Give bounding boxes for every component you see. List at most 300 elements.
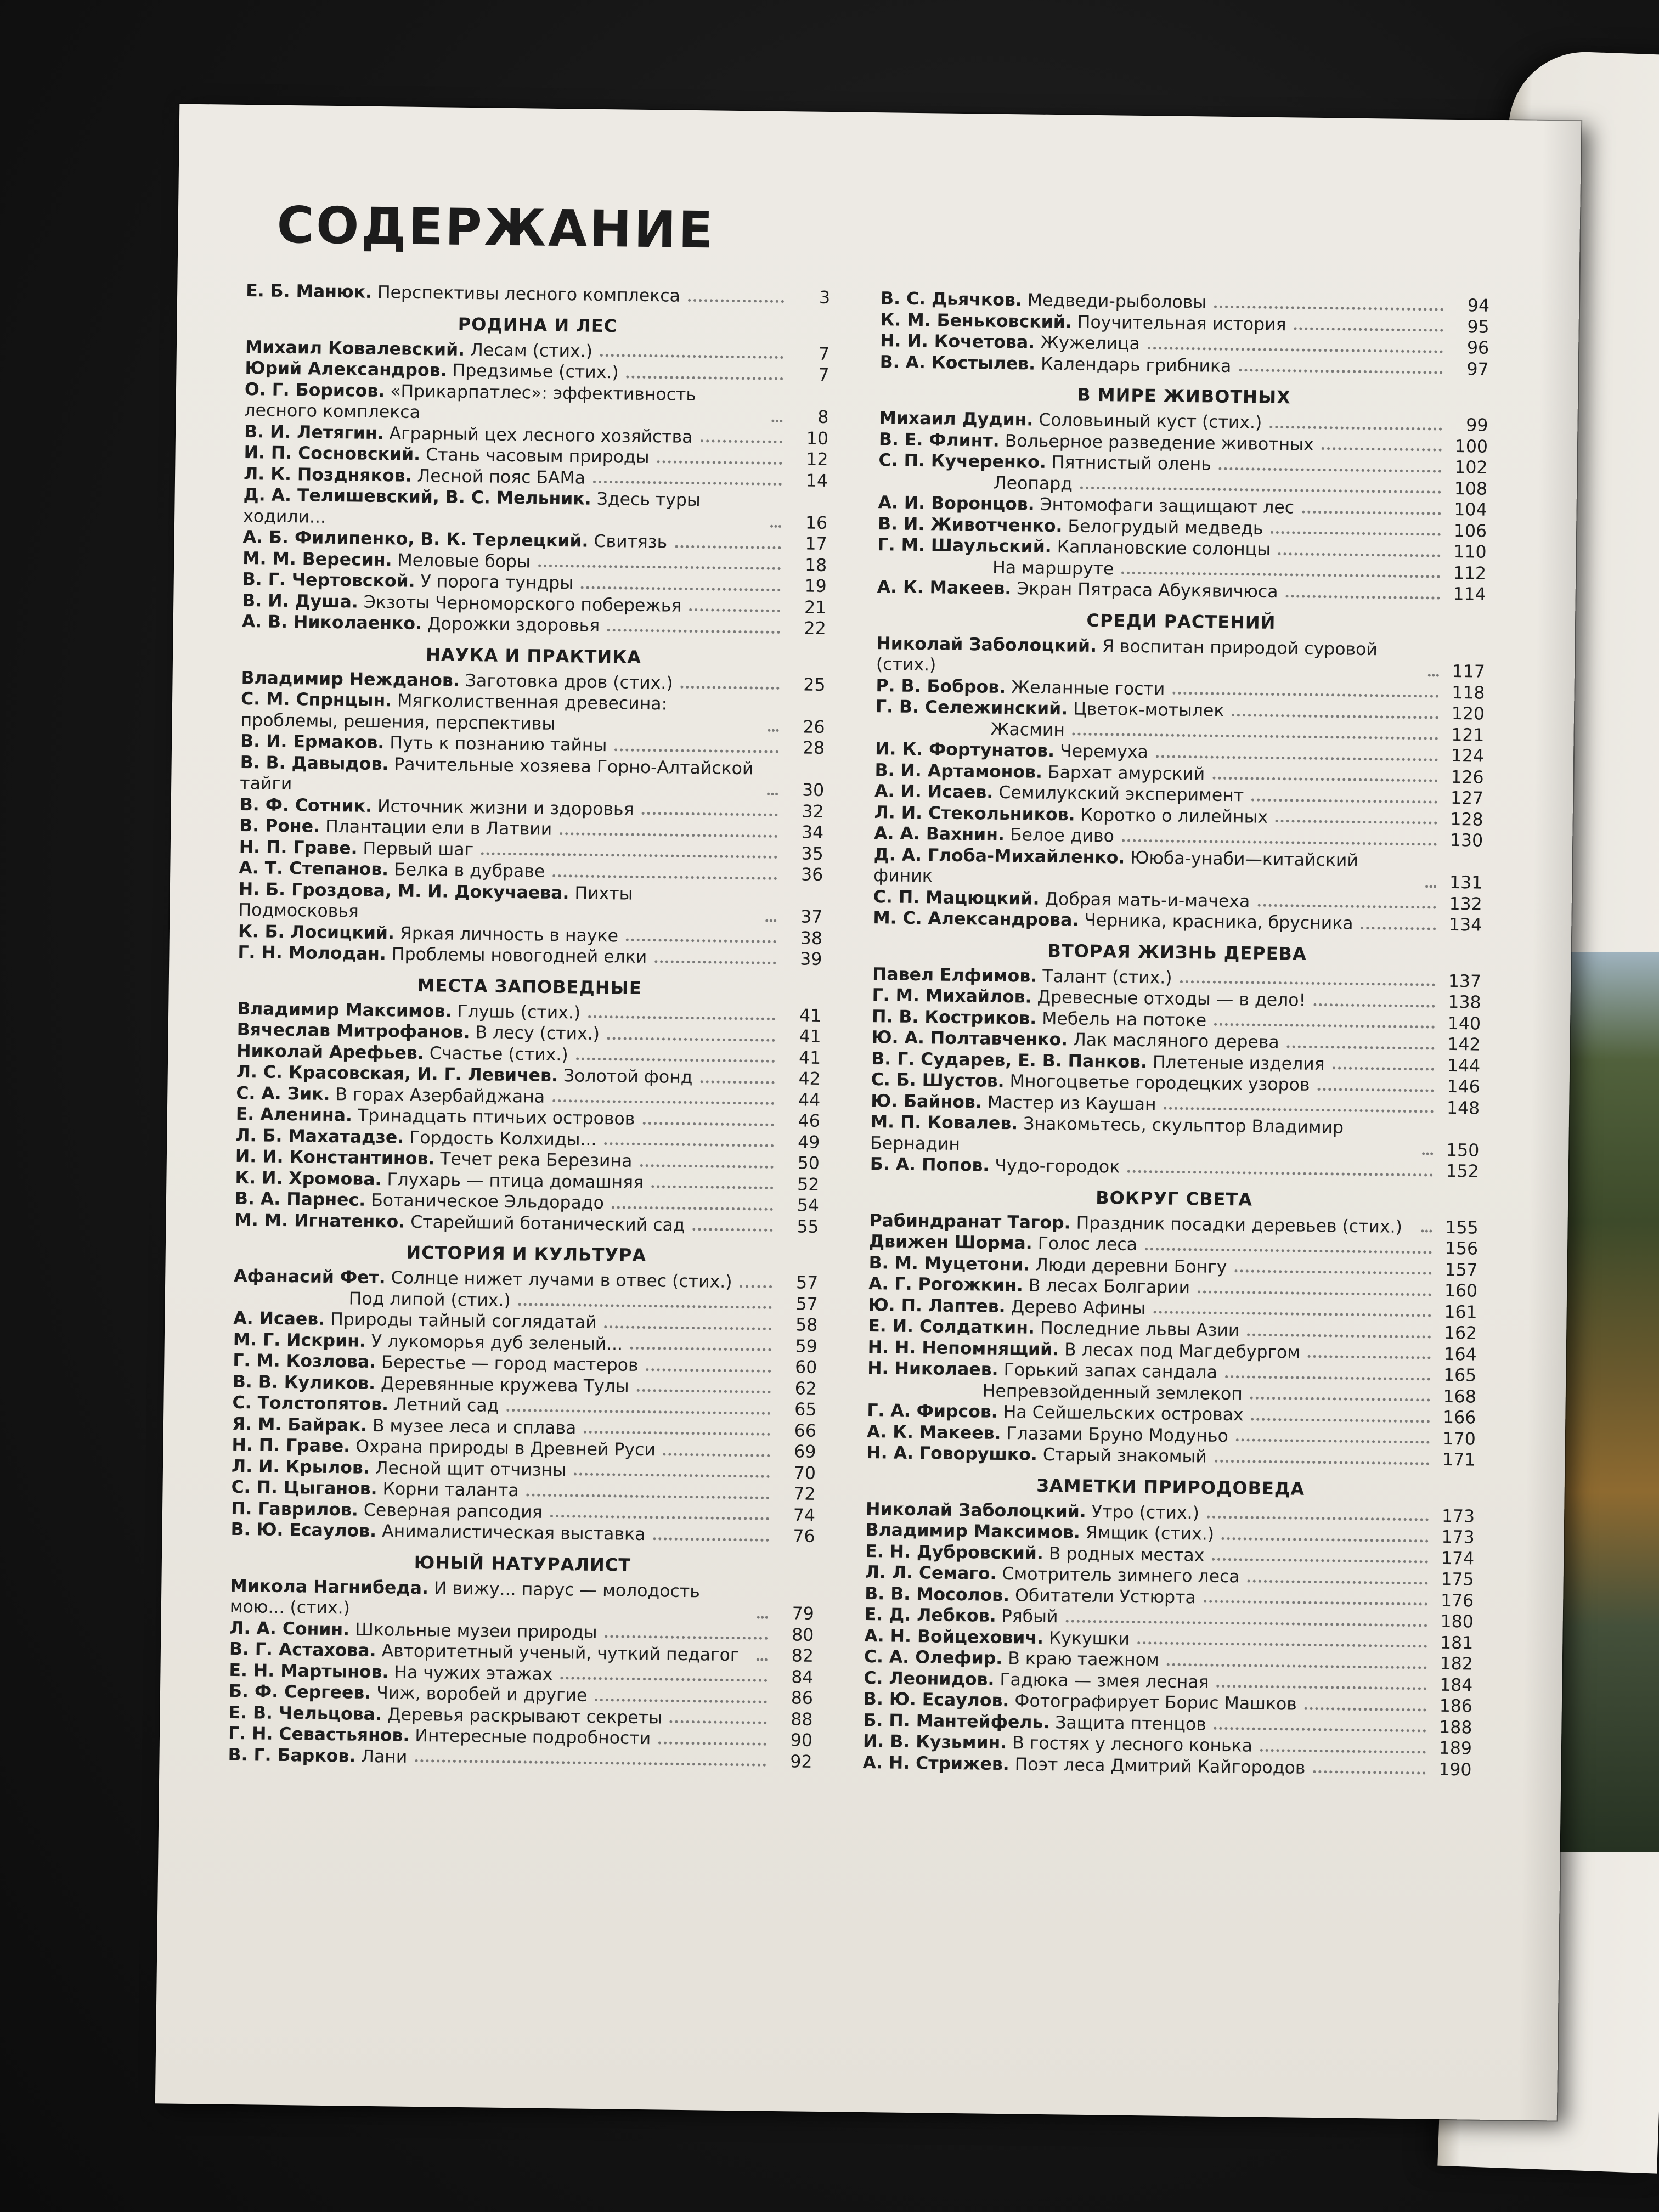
toc-author: С. А. Олефир. [864, 1646, 1003, 1669]
dot-leader [1219, 466, 1442, 472]
dot-leader [627, 375, 783, 380]
dot-leader [1073, 732, 1438, 740]
toc-entry-text [232, 1392, 499, 1417]
toc-title: Источник жизни и здоровья [377, 796, 634, 820]
toc-title: Смотритель зимнего леса [1002, 1564, 1240, 1587]
toc-column-right [862, 288, 1489, 1780]
toc-page-number: 86 [791, 1688, 814, 1708]
toc-title: Бархат амурский [1047, 762, 1205, 784]
toc-author: Н. И. Кочетова. [879, 331, 1035, 353]
dot-leader [654, 960, 776, 964]
toc-author: Д. А. Глоба-Михайленко. [873, 844, 1125, 868]
dot-leader [663, 1452, 770, 1457]
dot-leader [1145, 1247, 1432, 1254]
toc-title: Берестье — город мастеров [381, 1352, 639, 1375]
toc-page-number: 54 [797, 1195, 820, 1216]
toc-page-number: 142 [1447, 1034, 1481, 1055]
toc-author: Б. Ф. Сергеев. [228, 1681, 371, 1703]
toc-title: Черника, красника, брусника [1084, 910, 1353, 934]
dot-leader [641, 811, 777, 816]
toc-author: О. Г. Борисов. [244, 379, 385, 401]
toc-author: Н. Николаев. [867, 1358, 998, 1380]
toc-page-number: 174 [1441, 1548, 1475, 1569]
toc-page-number: 18 [804, 555, 827, 575]
dot-leader [415, 1759, 766, 1767]
toc-title: Меловые боры [397, 550, 531, 572]
toc-title: На чужих этажах [394, 1662, 553, 1684]
toc-page-number: 171 [1442, 1449, 1476, 1470]
toc-author: С. Толстопятов. [232, 1392, 389, 1415]
toc-author: Б. П. Мантейфель. [863, 1710, 1050, 1733]
dot-leader [651, 1184, 773, 1189]
toc-page-number: 117 [1452, 661, 1486, 682]
toc-title: Пятнистый олень [1051, 452, 1212, 475]
toc-title: В музее леса и сплава [372, 1415, 577, 1438]
toc-title: Интересные подробности [415, 1725, 651, 1749]
toc-title: Глухарь — птица домашняя [387, 1169, 644, 1193]
toc-title: Заготовка дров (стих.) [465, 670, 673, 693]
dot-leader [767, 792, 778, 795]
toc-entry-text [239, 857, 545, 882]
toc-title: На маршруте [992, 557, 1114, 579]
toc-page-number: 148 [1446, 1098, 1480, 1119]
toc-author: В. А. Костылев. [879, 352, 1036, 374]
dot-leader [581, 585, 781, 591]
toc-title: Лак масляного дерева [1073, 1030, 1279, 1053]
toc-title: Экзоты Черноморского побережья [363, 592, 682, 616]
page-title: СОДЕРЖАНИЕ [276, 195, 715, 260]
toc-title: Аграрный цех лесного хозяйства [389, 423, 693, 447]
toc-page-number: 180 [1440, 1611, 1474, 1632]
toc-page-number: 42 [798, 1069, 821, 1089]
toc-author: А. Н. Стрижев. [862, 1752, 1009, 1774]
toc-page-number: 130 [1449, 830, 1483, 851]
toc-title: Предзимье (стих.) [452, 360, 619, 383]
toc-title: Глушь (стих.) [457, 1001, 581, 1023]
toc-page-number: 161 [1444, 1302, 1477, 1323]
toc-page-number: 110 [1453, 541, 1487, 562]
dot-leader [605, 1634, 768, 1640]
toc-entry-text [866, 1442, 1207, 1468]
toc-title: Счастье (стих.) [429, 1043, 568, 1065]
dot-leader [607, 628, 780, 634]
toc-title: Корни таланта [382, 1479, 519, 1501]
dot-leader [1278, 552, 1441, 557]
toc-page-number: 28 [802, 738, 825, 758]
toc-author: И. В. Кузьмин. [862, 1731, 1007, 1753]
toc-title: Календарь грибника [1040, 354, 1232, 376]
toc-author: П. В. Костриков. [871, 1006, 1037, 1029]
toc-page-number: 57 [795, 1294, 818, 1314]
section-heading: ЮНЫЙ НАТУРАЛИСТ [414, 1551, 631, 1576]
toc-page-number: 118 [1452, 682, 1485, 703]
toc-title: «Прикарпатлес»: эффективность лесного комплекса [244, 381, 697, 422]
toc-title: Под липой (стих.) [348, 1288, 511, 1311]
toc-entry-text [244, 379, 764, 428]
toc-page-number: 59 [795, 1336, 817, 1357]
toc-title: Северная рапсодия [363, 1500, 543, 1522]
toc-page-number: 50 [797, 1153, 820, 1173]
dot-leader [1212, 1558, 1428, 1564]
toc-entry-text [875, 718, 1065, 741]
dot-leader [1361, 926, 1436, 930]
toc-author: М. М. Игнатенко. [234, 1210, 405, 1232]
toc-title: Обитатели Устюрта [1014, 1585, 1197, 1607]
toc-entry-text [238, 878, 758, 927]
dot-leader [481, 851, 777, 859]
toc-title: Белка в дубраве [393, 860, 545, 882]
toc-title: Праздник посадки деревьев (стих.) [1076, 1213, 1403, 1237]
dot-leader [518, 1302, 772, 1309]
toc-title: Добрая мать-и-мачеха [1045, 889, 1250, 911]
toc-page-number: 189 [1438, 1738, 1472, 1759]
toc-author: К. М. Беньковский. [880, 309, 1072, 332]
toc-entry-text [246, 280, 680, 307]
toc-author: Е. Н. Мартынов. [229, 1660, 389, 1682]
toc-title: Глазами Бруно Модуньо [1006, 1423, 1229, 1446]
toc-title: Дерево Афины [1011, 1296, 1146, 1318]
toc-entry-text [876, 633, 1421, 682]
section-heading: ЗАМЕТКИ ПРИРОДОВЕДА [1036, 1475, 1305, 1499]
toc-author: Р. В. Бобров. [876, 675, 1006, 697]
toc-author: М. П. Ковалев. [870, 1112, 1018, 1134]
toc-title: Старый знакомый [1042, 1444, 1207, 1467]
toc-author: А. А. Вахнин. [873, 823, 1005, 845]
toc-author: В. В. Куликов. [232, 1372, 376, 1393]
toc-title: Чудо-городок [995, 1155, 1120, 1177]
toc-page-number: 34 [801, 822, 824, 843]
toc-author: Николай Арефьев. [236, 1041, 425, 1063]
toc-page-number: 74 [793, 1505, 816, 1526]
toc-entry-text [878, 471, 1073, 495]
toc-title: Первый шаг [363, 838, 474, 860]
dot-leader [1236, 1438, 1430, 1443]
toc-page-number: 58 [795, 1315, 818, 1335]
toc-author: К. Б. Лосицкий. [238, 921, 395, 943]
dot-leader [607, 1036, 775, 1042]
toc-page-number: 76 [793, 1526, 815, 1547]
dot-leader [593, 480, 782, 486]
toc-title: В краю таежном [1008, 1649, 1160, 1671]
toc-title: Поучительная история [1077, 312, 1286, 335]
dot-leader [1285, 594, 1440, 599]
toc-page-number: 99 [1466, 415, 1488, 436]
toc-page-number: 100 [1454, 436, 1488, 457]
toc-author: М. С. Александрова. [873, 908, 1079, 930]
toc-page-number: 37 [800, 907, 823, 927]
toc-author: В. Г. Чертовской. [242, 569, 415, 591]
toc-author: А. В. Николаенко. [241, 611, 422, 634]
dot-leader [1225, 1374, 1430, 1380]
dot-leader [560, 832, 777, 838]
toc-author: В. М. Муцетони. [868, 1252, 1030, 1275]
toc-author: В. И. Ермаков. [240, 731, 385, 753]
toc-entry-text [872, 964, 1172, 989]
toc-page-number: 95 [1467, 317, 1489, 337]
toc-page-number: 104 [1454, 499, 1487, 520]
toc-author: С. Леонидов. [864, 1668, 995, 1690]
toc-entry-text [240, 752, 760, 800]
dot-leader [1080, 486, 1441, 494]
toc-author: М. Г. Искрин. [233, 1329, 366, 1351]
toc-page-number: 126 [1451, 767, 1484, 788]
toc-page-number: 146 [1447, 1076, 1480, 1097]
toc-author: Г. Н. Молодан. [238, 942, 387, 964]
toc-title: Каплановские солонцы [1057, 537, 1271, 560]
dot-leader [1422, 1152, 1433, 1155]
dot-leader [658, 1741, 766, 1745]
toc-entry [238, 878, 823, 928]
toc-author: Л. И. Стекольников. [874, 802, 1075, 825]
toc-page-number: 25 [803, 675, 826, 695]
dot-leader [1317, 1087, 1434, 1092]
toc-page-number: 157 [1444, 1260, 1478, 1280]
toc-title: Золотой фонд [563, 1066, 693, 1088]
toc-author: В. Ф. Сотник. [239, 794, 373, 816]
dot-leader [688, 298, 784, 302]
toc-author: А. Г. Рогожкин. [868, 1274, 1024, 1296]
dot-leader [1214, 1726, 1426, 1733]
toc-page-number: 72 [793, 1484, 816, 1504]
toc-title: Течет река Березина [440, 1149, 633, 1171]
toc-page-number: 41 [799, 1026, 821, 1047]
toc-page-number: 181 [1440, 1633, 1474, 1654]
toc-author: Г. В. Сележинский. [875, 697, 1068, 719]
toc-page-number: 176 [1440, 1590, 1474, 1611]
toc-author: Н. П. Граве. [239, 837, 358, 859]
dot-leader [584, 1430, 770, 1436]
toc-page-number: 10 [806, 428, 829, 449]
toc-entry-text [875, 738, 1148, 763]
toc-title: Анималистическая выставка [381, 1521, 646, 1545]
toc-title: Знакомьтесь, скульптор Владимир Бернадин [870, 1114, 1344, 1154]
dot-leader [653, 1537, 769, 1542]
toc-author: Б. А. Попов. [870, 1154, 990, 1176]
dot-leader [538, 564, 781, 570]
dot-leader [1127, 1169, 1433, 1176]
toc-title: Лесной пояс БАМа [417, 466, 586, 488]
toc-title: Поэт леса Дмитрий Кайгородов [1014, 1754, 1306, 1778]
toc-author: Н. Н. Непомнящий. [867, 1337, 1059, 1359]
toc-entry-text [242, 611, 600, 636]
dot-leader [1428, 673, 1439, 676]
toc-page-number: 17 [805, 534, 827, 555]
toc-entry-text [239, 836, 474, 860]
toc-page-number: 92 [790, 1751, 812, 1772]
toc-title: Медведи-рыболовы [1027, 290, 1207, 313]
toc-page-number: 79 [792, 1604, 815, 1624]
toc-page-number: 30 [802, 780, 825, 800]
toc-author: Е. Б. Манюк. [245, 281, 373, 302]
section-heading: ВОКРУГ СВЕТА [1096, 1187, 1253, 1210]
toc-entry [870, 1111, 1480, 1161]
toc-author: П. Гаврилов. [230, 1498, 359, 1520]
dot-leader [1180, 980, 1435, 986]
toc-page-number: 49 [798, 1132, 820, 1153]
toc-title: Мебель на потоке [1042, 1008, 1207, 1031]
dot-leader [1251, 798, 1437, 803]
toc-title: Соловьиный куст (стих.) [1039, 410, 1262, 433]
toc-page-number: 82 [791, 1646, 814, 1666]
toc-author: А. Исаев. [233, 1308, 325, 1329]
toc-author: Юрий Александров. [245, 358, 447, 381]
dot-leader [757, 1657, 768, 1661]
toc-author: В. Г. Сударев, Е. В. Панков. [871, 1048, 1148, 1072]
toc-page-number: 88 [791, 1709, 813, 1730]
toc-title: Непревзойденный землекоп [982, 1381, 1243, 1404]
dot-leader [1313, 1770, 1425, 1775]
toc-page-number: 121 [1451, 725, 1485, 746]
toc-title: Ботаническое Эльдорадо [370, 1190, 605, 1214]
toc-entry [244, 379, 829, 428]
toc-author: Д. А. Телишевский, В. С. Мельник. [243, 485, 591, 509]
toc-column-left [228, 280, 830, 1773]
toc-title: В горах Азербайджана [335, 1084, 545, 1107]
toc-entry-text [871, 1091, 1156, 1115]
toc-author: С. Б. Шустов. [871, 1070, 1005, 1092]
dot-leader [1167, 1662, 1427, 1669]
toc-author: Н. А. Говорушко. [866, 1443, 1038, 1465]
toc-page-number: 26 [803, 716, 825, 737]
dot-leader [612, 1205, 773, 1211]
dot-leader [657, 460, 782, 465]
toc-title: Лесной щит отчизны [375, 1458, 567, 1480]
toc-author: Л. С. Красовская, И. Г. Левичев. [236, 1062, 558, 1086]
toc-page-number: 102 [1454, 457, 1488, 478]
toc-title: Желанные гости [1011, 677, 1165, 699]
toc-page-number: 140 [1447, 1013, 1481, 1034]
toc-title: Школьные музеи природы [354, 1620, 597, 1643]
dot-leader [681, 685, 780, 690]
toc-author: В. С. Дьячков. [880, 289, 1023, 311]
dot-leader [1421, 1229, 1432, 1232]
contents-page [155, 104, 1581, 2121]
toc-author: Л. Л. Семаго. [865, 1562, 997, 1584]
toc-author: Ю. П. Лаптев. [868, 1295, 1006, 1317]
dot-leader [527, 1493, 770, 1499]
toc-page-number: 46 [798, 1111, 821, 1131]
dot-leader [740, 1284, 772, 1288]
dot-leader [1294, 326, 1443, 331]
dot-leader [1198, 1290, 1431, 1296]
dot-leader [1250, 1396, 1430, 1402]
toc-author: В. И. Животченко. [877, 514, 1063, 536]
toc-page-number: 97 [1466, 359, 1489, 380]
toc-title: Тринадцать птичьих островов [357, 1105, 635, 1129]
toc-entry-text [870, 1111, 1415, 1160]
dot-leader [600, 353, 783, 359]
toc-author: Я. М. Байрак. [232, 1414, 368, 1436]
dot-leader [1234, 1269, 1431, 1274]
toc-author: В. В. Давыдов. [240, 752, 389, 774]
toc-page-number: 164 [1443, 1344, 1477, 1365]
toc-author: В. Г. Астахова. [229, 1639, 376, 1661]
toc-entry [873, 844, 1483, 894]
dot-leader [1214, 1023, 1435, 1029]
toc-title: Перспективы лесного комплекса [377, 282, 681, 306]
toc-author: В. И. Летягин. [244, 421, 384, 443]
toc-title: Рачительные хозяева Горно-Алтайской тайги [240, 754, 754, 794]
toc-page-number: 127 [1450, 788, 1484, 809]
dot-leader [1247, 1333, 1431, 1338]
dot-leader [630, 1346, 771, 1351]
toc-title: Древесные отходы — в дело! [1037, 987, 1306, 1011]
toc-title: Деревянные кружева Тулы [380, 1373, 629, 1397]
toc-author: М. М. Вересин. [242, 548, 392, 570]
toc-author: В. И. Артамонов. [874, 760, 1043, 782]
toc-page-number: 106 [1453, 521, 1487, 541]
toc-author: С. П. Кучеренко. [878, 450, 1046, 472]
dot-leader [1271, 531, 1441, 536]
toc-page-number: 132 [1449, 894, 1482, 915]
toc-title: У лукоморья дуб зеленый... [371, 1331, 623, 1355]
dot-leader [1257, 904, 1436, 909]
toc-page-number: 155 [1445, 1217, 1479, 1238]
toc-page-number: 108 [1454, 478, 1488, 499]
toc-author: Николай Заболоцкий. [876, 633, 1097, 656]
toc-title: Здесь туры ходили... [242, 489, 701, 527]
toc-author: Афанасий Фет. [234, 1266, 386, 1288]
toc-title: Я воспитан природой суровой (стих.) [876, 636, 1378, 675]
dot-leader [1276, 819, 1437, 825]
toc-page-number: 128 [1450, 809, 1483, 830]
dot-leader [1302, 510, 1441, 515]
section-heading: НАУКА И ПРАКТИКА [425, 644, 642, 668]
toc-entry [246, 280, 830, 309]
toc-author: В. Роне. [239, 815, 320, 837]
toc-title: В лесу (стих.) [475, 1023, 600, 1045]
toc-page-number: 44 [798, 1090, 821, 1110]
toc-page-number: 70 [793, 1463, 816, 1483]
toc-title: Цветок-мотылек [1073, 699, 1224, 721]
dot-leader [1239, 368, 1442, 374]
dot-leader [595, 1697, 767, 1703]
toc-page-number: 35 [801, 843, 823, 864]
toc-page-number: 173 [1441, 1527, 1475, 1548]
toc-entry [243, 484, 828, 534]
toc-page-number: 190 [1438, 1759, 1472, 1780]
toc-title: Ююба-унаби—китайский финик [873, 848, 1359, 887]
dot-leader [765, 918, 776, 922]
dot-leader [605, 1325, 772, 1330]
toc-title: Яркая личность в науке [399, 923, 619, 946]
dot-leader [1308, 1355, 1431, 1359]
toc-title: В родных местах [1048, 1543, 1205, 1566]
toc-title: Пихты Подмосковья [238, 883, 633, 922]
toc-title: Утро (стих.) [1091, 1502, 1200, 1523]
toc-author: С. П. Мацюцкий. [873, 887, 1040, 909]
toc-page-number: 138 [1448, 992, 1481, 1013]
dot-leader [646, 1368, 771, 1373]
toc-page-number: 57 [795, 1273, 819, 1293]
toc-author: А. Н. Войцехович. [864, 1626, 1044, 1648]
toc-title: Фотографирует Борис Машков [1014, 1691, 1297, 1714]
toc-page-number: 22 [804, 618, 826, 639]
toc-page-number: 170 [1442, 1429, 1476, 1449]
section-heading: РОДИНА И ЛЕС [458, 313, 618, 336]
toc-author: Г. М. Михайлов. [872, 985, 1032, 1007]
dot-leader [574, 1472, 770, 1477]
toc-title: Защита птенцов [1055, 1712, 1207, 1735]
dot-leader [757, 1615, 768, 1618]
toc-title: Путь к познанию тайны [390, 733, 607, 756]
toc-title: В гостях у лесного конька [1012, 1733, 1253, 1756]
toc-author: В. Г. Барков. [228, 1745, 356, 1767]
toc-title: Белое диво [1009, 825, 1115, 847]
toc-title: Мягколиственная древесина: проблемы, решения, перспективы [240, 691, 668, 734]
toc-page-number: 134 [1448, 915, 1482, 935]
toc-page-number: 12 [806, 449, 828, 470]
